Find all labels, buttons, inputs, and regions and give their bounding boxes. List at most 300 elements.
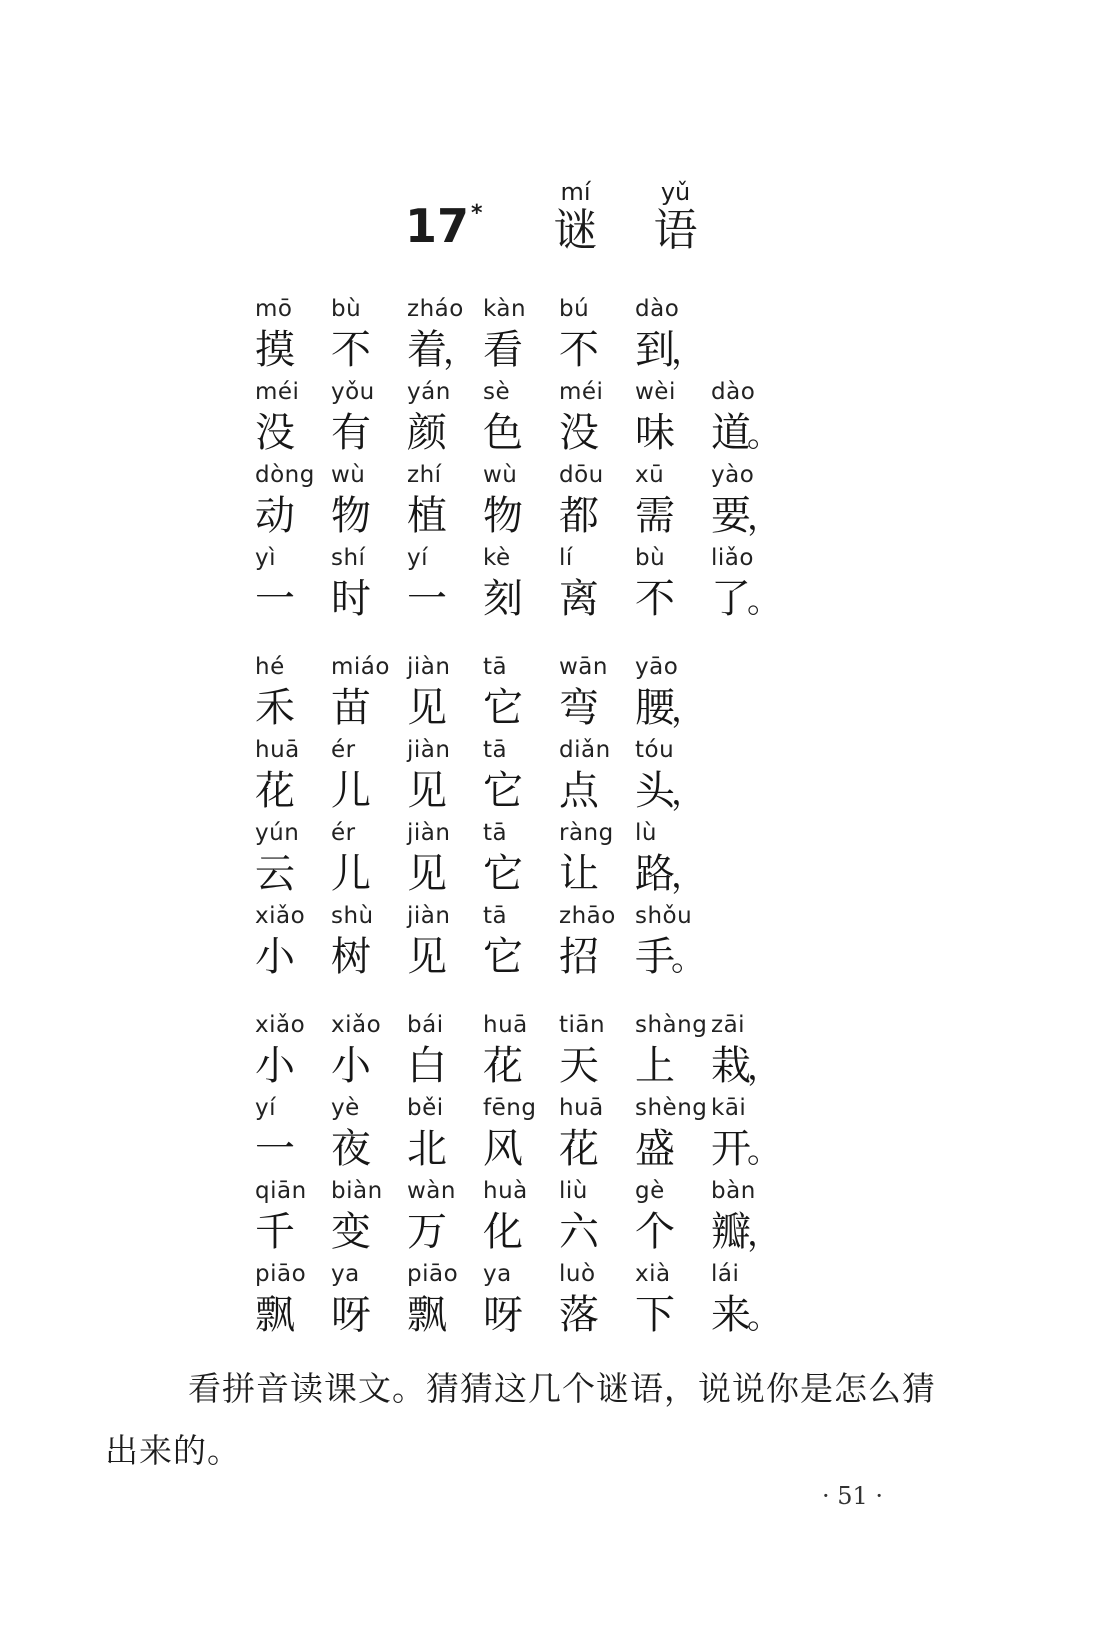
pinyin: zhí (407, 462, 442, 488)
pinyin: huā (255, 737, 300, 763)
char-cell (483, 298, 559, 381)
char-cell (255, 1097, 331, 1180)
hanzi-wrap (331, 933, 371, 981)
hanzi: 开 (711, 1126, 751, 1172)
punctuation: 。 (747, 1297, 781, 1337)
char-cell (331, 298, 407, 381)
char-cell (711, 1097, 787, 1180)
pinyin: kè (483, 545, 511, 571)
hanzi-wrap (635, 1208, 675, 1256)
hanzi: 头 (635, 768, 675, 814)
poem-line (255, 739, 787, 822)
char-cell (635, 1014, 711, 1097)
char-cell (559, 298, 635, 381)
pinyin: běi (407, 1095, 444, 1121)
char-cell (407, 547, 483, 630)
hanzi: 到 (635, 327, 675, 373)
char-cell (331, 1180, 407, 1263)
pinyin: wàn (407, 1178, 456, 1204)
hanzi: 一 (407, 576, 447, 622)
hanzi: 手 (635, 934, 675, 980)
hanzi: 味 (635, 410, 675, 456)
hanzi: 一 (255, 1126, 295, 1172)
char-cell (407, 656, 483, 739)
hanzi-wrap (255, 1291, 295, 1339)
hanzi-wrap (559, 767, 599, 815)
hanzi: 没 (255, 410, 295, 456)
char-cell (483, 739, 559, 822)
hanzi: 物 (483, 493, 523, 539)
riddle-stanza (255, 298, 787, 630)
hanzi-wrap (331, 575, 371, 623)
pinyin: ya (331, 1261, 360, 1287)
pinyin: sè (483, 379, 511, 405)
char-cell (483, 1180, 559, 1263)
char-cell (255, 822, 331, 905)
hanzi-wrap (255, 767, 295, 815)
hanzi-wrap (407, 1291, 447, 1339)
char-cell (635, 822, 711, 905)
hanzi-wrap (255, 1208, 295, 1256)
char-cell (255, 1180, 331, 1263)
hanzi-wrap (331, 767, 371, 815)
hanzi: 飘 (407, 1292, 447, 1338)
pinyin: wān (559, 654, 608, 680)
hanzi: 落 (559, 1292, 599, 1338)
hanzi-wrap (635, 409, 675, 457)
hanzi-wrap (559, 1208, 599, 1256)
hanzi: 花 (559, 1126, 599, 1172)
hanzi: 见 (407, 934, 447, 980)
char-cell (635, 739, 711, 822)
char-cell (407, 1263, 483, 1346)
pinyin: méi (255, 379, 300, 405)
pinyin: yí (255, 1095, 277, 1121)
char-cell (711, 464, 787, 547)
hanzi: 小 (255, 934, 295, 980)
char-cell (635, 464, 711, 547)
char-cell (711, 381, 787, 464)
hanzi: 它 (483, 685, 523, 731)
char-cell (559, 547, 635, 630)
hanzi-wrap (483, 1042, 523, 1090)
title-pinyin: mí (560, 178, 591, 206)
hanzi: 要 (711, 493, 751, 539)
pinyin: dòng (255, 462, 315, 488)
char-cell (407, 298, 483, 381)
hanzi-wrap (331, 1208, 371, 1256)
hanzi-wrap (483, 326, 523, 374)
hanzi-wrap (635, 684, 705, 732)
hanzi-wrap (559, 850, 599, 898)
char-cell (635, 905, 711, 988)
punctuation: ， (747, 1048, 781, 1088)
char-cell (331, 1014, 407, 1097)
hanzi-wrap (711, 1125, 781, 1173)
poem-line (255, 298, 787, 381)
char-cell (483, 381, 559, 464)
title-hanzi: 语 (653, 205, 698, 256)
title-pinyin: yǔ (660, 178, 691, 206)
pinyin: lù (635, 820, 657, 846)
poem-line (255, 1263, 787, 1346)
hanzi-wrap (407, 1208, 447, 1256)
hanzi-wrap (711, 1042, 781, 1090)
pinyin: gè (635, 1178, 665, 1204)
hanzi-wrap (635, 492, 675, 540)
pinyin: xiǎo (255, 903, 306, 929)
lesson-number (405, 198, 483, 253)
pinyin: xū (635, 462, 665, 488)
pinyin: bái (407, 1012, 444, 1038)
hanzi: 天 (559, 1043, 599, 1089)
pinyin: jiàn (407, 737, 451, 763)
hanzi-wrap (331, 1291, 371, 1339)
pinyin: liǎo (711, 545, 754, 571)
pinyin: jiàn (407, 654, 451, 680)
char-cell (483, 1014, 559, 1097)
hanzi-wrap (483, 409, 523, 457)
char-cell (407, 381, 483, 464)
hanzi: 它 (483, 768, 523, 814)
hanzi: 白 (407, 1043, 447, 1089)
hanzi-wrap (255, 575, 295, 623)
punctuation: ， (671, 690, 705, 730)
pinyin: wù (331, 462, 366, 488)
hanzi-wrap (407, 1125, 447, 1173)
page-number: · 51 · (822, 1482, 884, 1510)
char-cell (331, 1263, 407, 1346)
char-cell (255, 547, 331, 630)
char-cell (483, 656, 559, 739)
hanzi: 飘 (255, 1292, 295, 1338)
punctuation: ， (747, 1214, 781, 1254)
hanzi: 呀 (331, 1292, 371, 1338)
hanzi: 千 (255, 1209, 295, 1255)
hanzi: 见 (407, 768, 447, 814)
pinyin: wèi (635, 379, 676, 405)
hanzi-wrap (255, 1042, 295, 1090)
char-cell (255, 1263, 331, 1346)
pinyin: yán (407, 379, 451, 405)
pinyin: yún (255, 820, 300, 846)
pinyin: fēng (483, 1095, 537, 1121)
pinyin: méi (559, 379, 604, 405)
char-cell (559, 1097, 635, 1180)
char-cell (635, 547, 711, 630)
hanzi-wrap (407, 326, 477, 374)
hanzi: 动 (255, 493, 295, 539)
pinyin: bàn (711, 1178, 756, 1204)
pinyin: zhāo (559, 903, 616, 929)
char-cell (635, 656, 711, 739)
hanzi: 万 (407, 1209, 447, 1255)
hanzi: 一 (255, 576, 295, 622)
hanzi-wrap (635, 326, 705, 374)
hanzi-wrap (559, 1291, 599, 1339)
hanzi: 小 (331, 1043, 371, 1089)
poem-line (255, 905, 787, 988)
char-cell (635, 1180, 711, 1263)
hanzi-wrap (331, 1125, 371, 1173)
char-cell (483, 464, 559, 547)
char-cell (331, 656, 407, 739)
poem-line (255, 381, 787, 464)
hanzi: 没 (559, 410, 599, 456)
hanzi: 不 (635, 576, 675, 622)
char-cell (407, 1014, 483, 1097)
char-cell (331, 905, 407, 988)
hanzi: 它 (483, 934, 523, 980)
hanzi-wrap (255, 409, 295, 457)
title-char (539, 180, 613, 257)
hanzi-wrap (407, 850, 447, 898)
char-cell (483, 547, 559, 630)
lesson-title (405, 180, 739, 257)
hanzi: 云 (255, 851, 295, 897)
hanzi-wrap (407, 575, 447, 623)
hanzi-wrap (331, 850, 371, 898)
hanzi-wrap (711, 575, 781, 623)
hanzi-wrap (483, 1291, 523, 1339)
hanzi: 六 (559, 1209, 599, 1255)
pinyin: zháo (407, 296, 464, 322)
char-cell (559, 464, 635, 547)
pinyin: yǒu (331, 379, 375, 405)
char-cell (559, 739, 635, 822)
hanzi-wrap (255, 684, 295, 732)
char-cell (711, 547, 787, 630)
hanzi: 儿 (331, 768, 371, 814)
char-cell (483, 1097, 559, 1180)
hanzi-wrap (331, 326, 371, 374)
char-cell (407, 464, 483, 547)
hanzi-wrap (407, 492, 447, 540)
char-cell (255, 464, 331, 547)
hanzi: 刻 (483, 576, 523, 622)
hanzi: 变 (331, 1209, 371, 1255)
pinyin: biàn (331, 1178, 383, 1204)
hanzi: 它 (483, 851, 523, 897)
lesson-number-text: 17 (405, 198, 470, 253)
pinyin: bú (559, 296, 590, 322)
pinyin: tā (483, 654, 508, 680)
char-cell (407, 1097, 483, 1180)
hanzi: 时 (331, 576, 371, 622)
hanzi: 摸 (255, 327, 295, 373)
pinyin: tā (483, 820, 508, 846)
pinyin: kàn (483, 296, 527, 322)
pinyin: bù (635, 545, 666, 571)
hanzi-wrap (255, 933, 295, 981)
pinyin: xiǎo (255, 1012, 306, 1038)
punctuation: ， (671, 332, 705, 372)
hanzi-wrap (635, 1125, 675, 1173)
pinyin: huà (483, 1178, 528, 1204)
hanzi-wrap (407, 767, 447, 815)
hanzi: 点 (559, 768, 599, 814)
pinyin: luò (559, 1261, 596, 1287)
char-cell (255, 739, 331, 822)
hanzi: 不 (559, 327, 599, 373)
char-cell (559, 905, 635, 988)
title-char (639, 180, 713, 257)
char-cell (331, 739, 407, 822)
hanzi-wrap (483, 684, 523, 732)
poem-line (255, 1097, 787, 1180)
hanzi-wrap (559, 575, 599, 623)
pinyin: shǒu (635, 903, 693, 929)
char-cell (711, 1263, 787, 1346)
pinyin: piāo (255, 1261, 307, 1287)
hanzi: 道 (711, 410, 751, 456)
optional-lesson-marker: * (471, 200, 483, 226)
punctuation: ， (747, 498, 781, 538)
hanzi-wrap (635, 575, 675, 623)
char-cell (407, 905, 483, 988)
hanzi: 离 (559, 576, 599, 622)
pinyin: diǎn (559, 737, 611, 763)
hanzi: 禾 (255, 685, 295, 731)
pinyin: shí (331, 545, 366, 571)
pinyin: ér (331, 820, 356, 846)
hanzi: 栽 (711, 1043, 751, 1089)
hanzi: 上 (635, 1043, 675, 1089)
char-cell (711, 1014, 787, 1097)
hanzi-wrap (483, 850, 523, 898)
hanzi-wrap (331, 492, 371, 540)
pinyin: xià (635, 1261, 671, 1287)
punctuation: 。 (747, 581, 781, 621)
punctuation: 。 (671, 939, 705, 979)
char-cell (559, 1014, 635, 1097)
hanzi-wrap (483, 575, 523, 623)
hanzi: 都 (559, 493, 599, 539)
pinyin: huā (483, 1012, 528, 1038)
hanzi-wrap (255, 326, 295, 374)
riddle-stanza (255, 656, 787, 988)
pinyin: hé (255, 654, 285, 680)
char-cell (255, 656, 331, 739)
hanzi-wrap (711, 492, 781, 540)
pinyin: ér (331, 737, 356, 763)
char-cell (331, 464, 407, 547)
pinyin: shù (331, 903, 374, 929)
hanzi-wrap (483, 1125, 523, 1173)
pinyin: kāi (711, 1095, 747, 1121)
pinyin: shèng (635, 1095, 708, 1121)
hanzi: 有 (331, 410, 371, 456)
hanzi-wrap (483, 933, 523, 981)
riddle-stanza (255, 1014, 787, 1346)
hanzi-wrap (407, 933, 447, 981)
pinyin: wù (483, 462, 518, 488)
char-cell (635, 298, 711, 381)
char-cell (331, 547, 407, 630)
hanzi-wrap (635, 850, 705, 898)
hanzi-wrap (559, 684, 599, 732)
char-cell (331, 822, 407, 905)
hanzi: 花 (483, 1043, 523, 1089)
pinyin: zāi (711, 1012, 746, 1038)
punctuation: 。 (747, 1131, 781, 1171)
hanzi: 物 (331, 493, 371, 539)
pinyin: yè (331, 1095, 360, 1121)
pinyin: yí (407, 545, 429, 571)
hanzi: 颜 (407, 410, 447, 456)
hanzi: 见 (407, 851, 447, 897)
hanzi-wrap (559, 326, 599, 374)
hanzi-wrap (331, 684, 371, 732)
char-cell (559, 381, 635, 464)
hanzi: 弯 (559, 685, 599, 731)
char-cell (635, 381, 711, 464)
punctuation: 。 (747, 415, 781, 455)
pinyin: jiàn (407, 903, 451, 929)
hanzi: 盛 (635, 1126, 675, 1172)
hanzi: 腰 (635, 685, 675, 731)
hanzi: 北 (407, 1126, 447, 1172)
title-hanzi: 谜 (553, 205, 598, 256)
pinyin: lái (711, 1261, 740, 1287)
hanzi: 招 (559, 934, 599, 980)
char-cell (559, 1180, 635, 1263)
hanzi: 需 (635, 493, 675, 539)
hanzi-wrap (635, 933, 705, 981)
pinyin: xiǎo (331, 1012, 382, 1038)
pinyin: yào (711, 462, 755, 488)
hanzi-wrap (559, 1042, 599, 1090)
hanzi-wrap (559, 1125, 599, 1173)
pinyin: jiàn (407, 820, 451, 846)
pinyin: tā (483, 903, 508, 929)
hanzi: 呀 (483, 1292, 523, 1338)
char-cell (255, 905, 331, 988)
char-cell (559, 1263, 635, 1346)
poem-line (255, 822, 787, 905)
pinyin: tóu (635, 737, 675, 763)
char-cell (483, 822, 559, 905)
exercise-instruction: 看拼音读课文。猜猜这几个谜语，说说你是怎么猜出来的。 (105, 1369, 936, 1470)
pinyin: piāo (407, 1261, 459, 1287)
hanzi: 风 (483, 1126, 523, 1172)
pinyin: tiān (559, 1012, 606, 1038)
hanzi-wrap (559, 492, 599, 540)
hanzi: 植 (407, 493, 447, 539)
hanzi-wrap (559, 933, 599, 981)
poem-line (255, 1180, 787, 1263)
poem-line (255, 656, 787, 739)
pinyin: lí (559, 545, 573, 571)
pinyin: dào (711, 379, 756, 405)
char-cell (331, 1097, 407, 1180)
pinyin: dōu (559, 462, 604, 488)
hanzi: 来 (711, 1292, 751, 1338)
hanzi-wrap (407, 684, 447, 732)
hanzi-wrap (255, 492, 295, 540)
hanzi: 色 (483, 410, 523, 456)
pinyin: ràng (559, 820, 614, 846)
poem-line (255, 547, 787, 630)
char-cell (635, 1097, 711, 1180)
hanzi-wrap (635, 1291, 675, 1339)
pinyin: tā (483, 737, 508, 763)
hanzi: 让 (559, 851, 599, 897)
hanzi: 着 (407, 327, 447, 373)
pinyin: dào (635, 296, 680, 322)
char-cell (331, 381, 407, 464)
char-cell (559, 656, 635, 739)
